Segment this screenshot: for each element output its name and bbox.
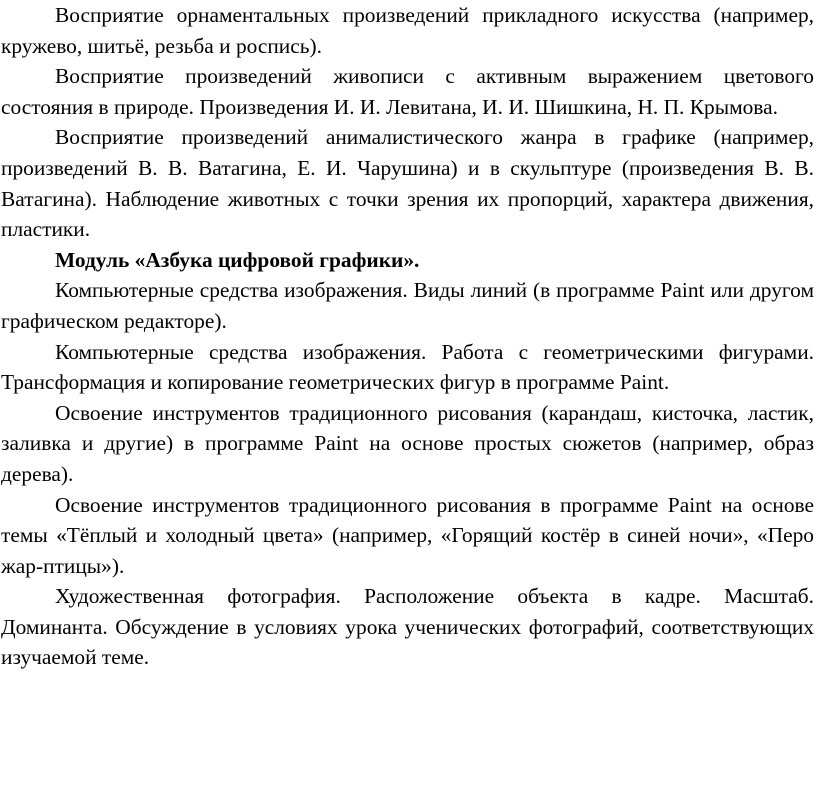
paragraph-warm-cold: Освоение инструментов традиционного рисования в программе Paint на основе темы «Тёплый и холодный цвета» (например, «Горящий костёр в синей ночи», «Перо жар-птицы»). — [1, 492, 814, 578]
module-heading: Модуль «Азбука цифровой графики». — [55, 247, 420, 272]
paragraph-lines: Компьютерные средства изображения. Виды линий (в программе Paint или другом графическом редакторе). — [1, 278, 814, 333]
paragraph-tools: Освоение инструментов традиционного рисования (карандаш, кисточка, ластик, заливка и другие) в программе Paint на основе простых сюжетов (например, образ дерева). — [1, 400, 814, 486]
paragraph-animalistic: Восприятие произведений анималистического жанра в графике (например, произведений В. В. Ватагина, Е. И. Чарушина) и в скульптуре (произведения В. В. Ватагина). Наблюдение животных с точки зрения их пропорций, характера движения, пластики. — [1, 125, 814, 242]
paragraph-photography: Художественная фотография. Расположение объекта в кадре. Масштаб. Доминанта. Обсуждение в условиях урока ученических фотографий, соответствующих изучаемой теме. — [1, 584, 814, 670]
paragraph-ornamental: Восприятие орнаментальных произведений прикладного искусства (например, кружево, шитьё, резьба и роспись). — [1, 3, 814, 58]
paragraph-shapes: Компьютерные средства изображения. Работа с геометрическими фигурами. Трансформация и копирование геометрических фигур в программе Paint. — [1, 339, 814, 395]
document-page — [1, 0, 814, 673]
paragraph-painting: Восприятие произведений живописи с активным выражением цветового состояния в природе. Произведения И. И. Левитана, И. И. Шишкина, Н. П. Крымова. — [1, 64, 814, 119]
